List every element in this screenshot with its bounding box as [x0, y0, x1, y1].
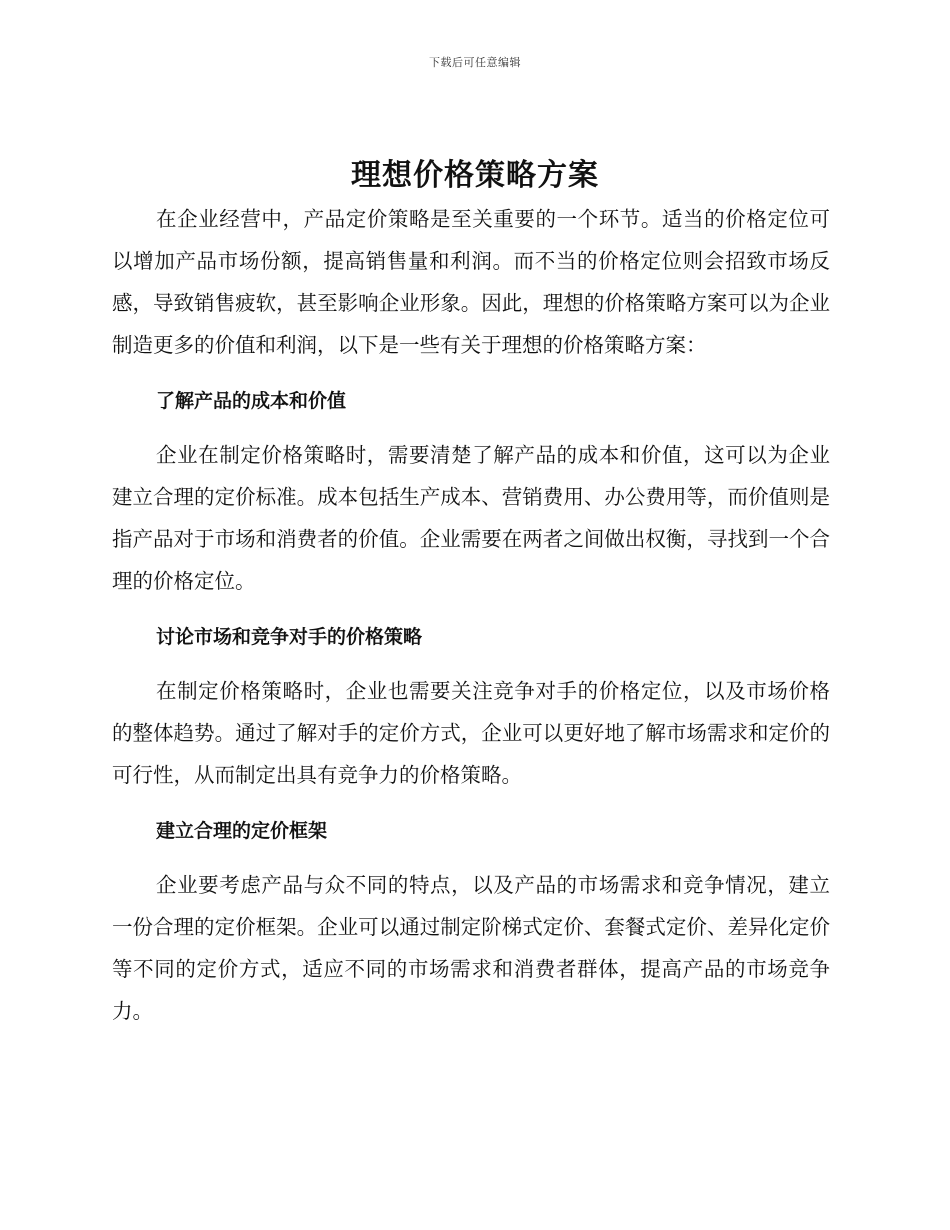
section-paragraph-1: 企业在制定价格策略时，需要清楚了解产品的成本和价值，这可以为企业建立合理的定价标准。成本包括生产成本、营销费用、办公费用等，而价值则是指产品对于市场和消费者的价值。企业需要在两者之间做出权衡，寻找到一个合理的价格定位。	[112, 443, 830, 593]
section-heading-3: 建立合理的定价框架	[156, 820, 328, 842]
intro-paragraph: 在企业经营中，产品定价策略是至关重要的一个环节。适当的价格定位可以增加产品市场份额，提高销售量和利润。而不当的价格定位则会招致市场反感，导致销售疲软，甚至影响企业形象。因此，理想的价格策略方案可以为企业制造更多的价值和利润，以下是一些有关于理想的价格策略方案：	[112, 207, 830, 357]
section-paragraph-2: 在制定价格策略时，企业也需要关注竞争对手的价格定位，以及市场价格的整体趋势。通过了解对手的定价方式，企业可以更好地了解市场需求和定价的可行性，从而制定出具有竞争力的价格策略。	[112, 679, 830, 787]
header-note: 下载后可任意编辑	[429, 56, 521, 69]
section-paragraph-3: 企业要考虑产品与众不同的特点，以及产品的市场需求和竞争情况，建立一份合理的定价框架。企业可以通过制定阶梯式定价、套餐式定价、差异化定价等不同的定价方式，适应不同的市场需求和消费者群体，提高产品的市场竞争力。	[112, 873, 830, 1023]
section-heading-1: 了解产品的成本和价值	[156, 390, 347, 412]
document-title: 理想价格策略方案	[351, 158, 599, 193]
section-heading-2: 讨论市场和竞争对手的价格策略	[156, 626, 423, 648]
